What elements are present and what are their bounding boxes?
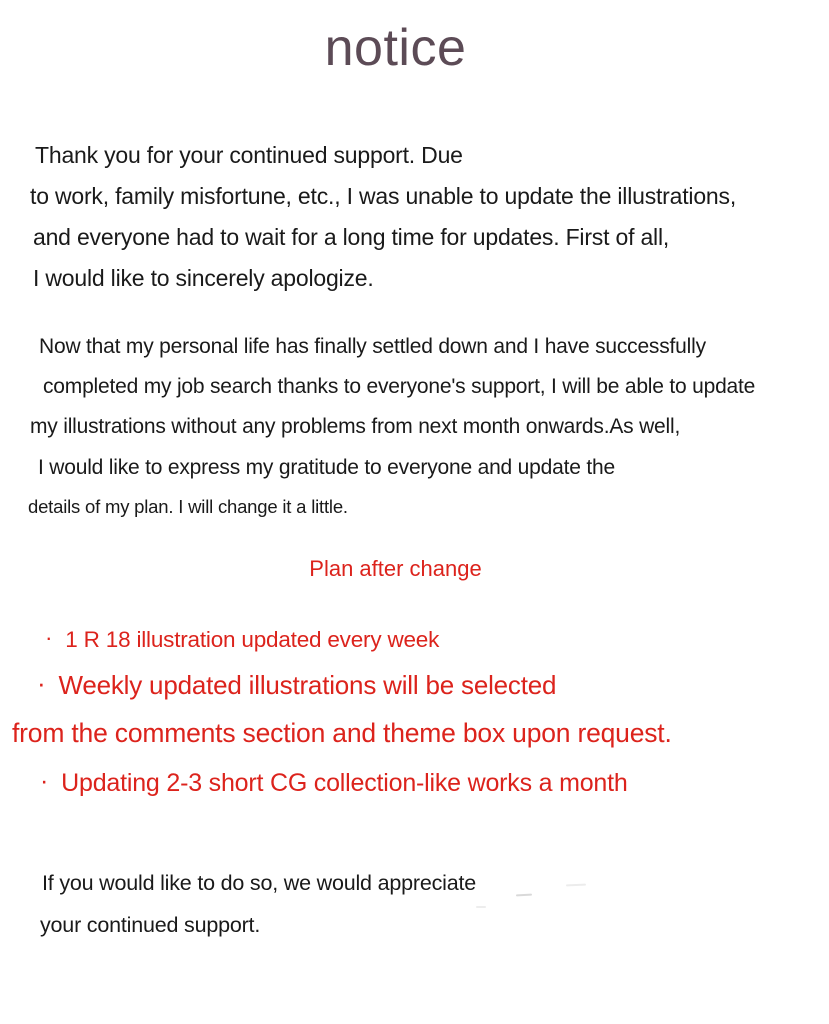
bullet-dot-icon: · xyxy=(45,625,53,650)
plan-item xyxy=(37,669,556,702)
notice-title: notice xyxy=(324,19,467,77)
paragraph2-line: I would like to express my gratitude to everyone and update the xyxy=(38,456,615,479)
closing-line: If you would like to do so, we would appreciate xyxy=(42,871,476,895)
paragraph2-line: details of my plan. I will change it a little. xyxy=(28,496,348,517)
plan-heading: Plan after change xyxy=(309,556,482,581)
plan-item-text: Weekly updated illustrations will be selected xyxy=(58,670,557,700)
scan-artifact xyxy=(476,906,486,908)
paragraph1-line: to work, family misfortune, etc., I was unable to update the illustrations, xyxy=(30,183,737,209)
paragraph2-line: my illustrations without any problems from next month onwards.As well, xyxy=(30,415,681,438)
scan-artifact xyxy=(516,894,532,897)
bullet-dot-icon: · xyxy=(40,767,49,795)
paragraph2-line: completed my job search thanks to everyone's support, I will be able to update xyxy=(43,375,756,398)
paragraph1-line: I would like to sincerely apologize. xyxy=(33,265,374,291)
plan-item-text: 1 R 18 illustration updated every week xyxy=(65,627,440,652)
closing-line: your continued support. xyxy=(40,913,261,937)
paragraph1-line: and everyone had to wait for a long time for updates. First of all, xyxy=(33,224,670,250)
paragraph2-line: Now that my personal life has finally settled down and I have successfully xyxy=(39,335,706,358)
plan-item xyxy=(45,626,439,654)
scan-artifact xyxy=(566,884,586,887)
paragraph1-line: Thank you for your continued support. Due xyxy=(35,142,463,168)
plan-item xyxy=(40,768,628,799)
plan-item-text: Updating 2-3 short CG collection-like works a month xyxy=(61,769,628,797)
bullet-dot-icon: · xyxy=(37,668,46,698)
plan-item-continuation: from the comments section and theme box upon request. xyxy=(12,718,672,748)
